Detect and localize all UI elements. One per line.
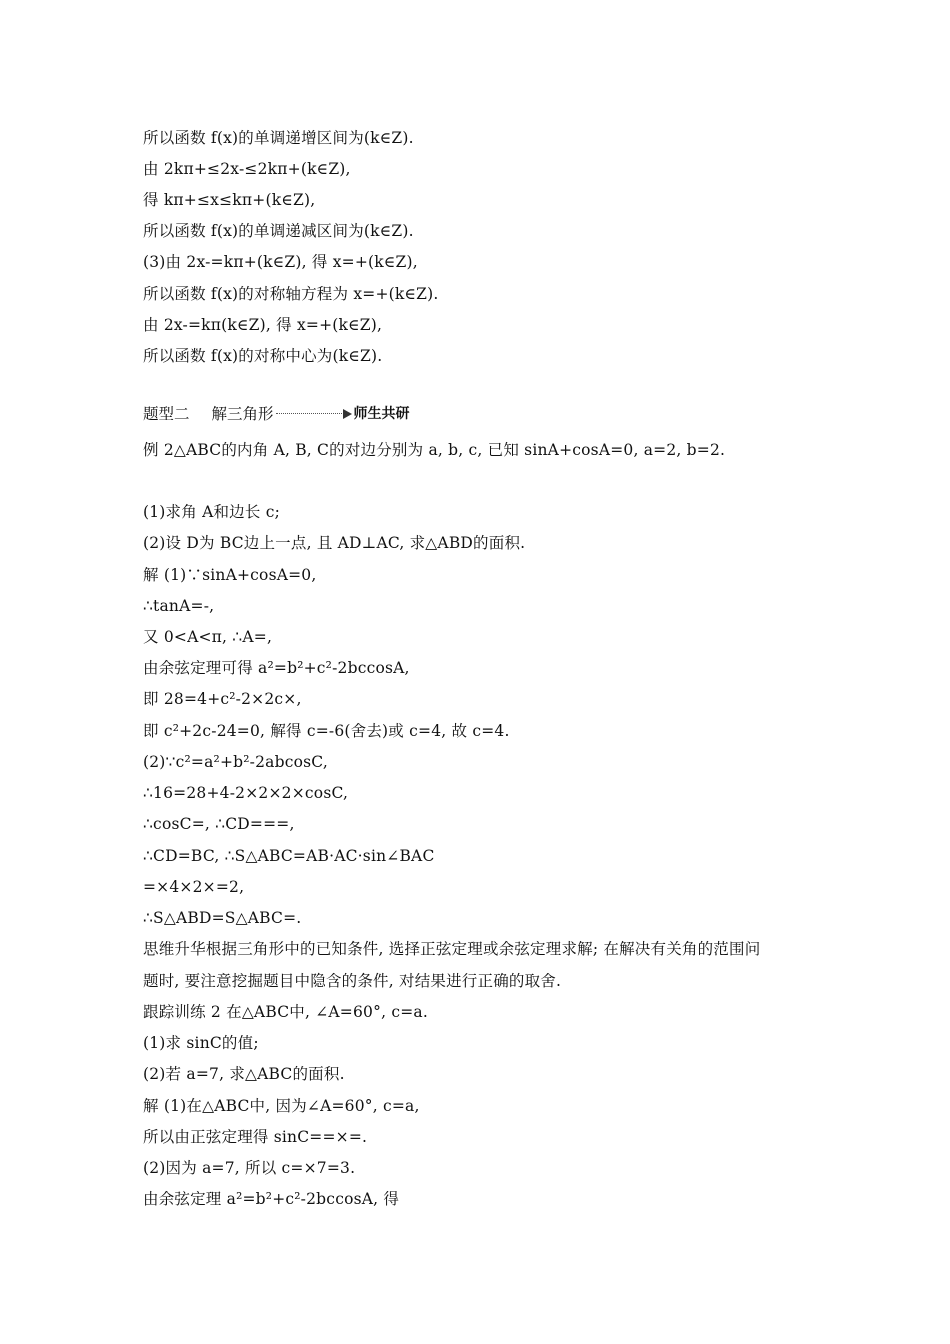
text-line: (2)因为 a=7, 所以 c=×7=3. — [143, 1159, 356, 1177]
text-line: 由余弦定理可得 a²=b²+c²-2bccosA, — [143, 659, 410, 677]
text-line: 所以函数 f(x)的对称轴方程为 x=+(k∈Z). — [143, 285, 439, 303]
section-tag: 师生共研 — [353, 406, 410, 422]
text-line: 所以由正弦定理得 sinC==×=. — [143, 1128, 368, 1146]
text-line: ∴CD=BC, ∴S△ABC=AB·AC·sin∠BAC — [143, 847, 435, 865]
text-line: (2)若 a=7, 求△ABC的面积. — [143, 1065, 345, 1083]
example-title: 例 2△ABC的内角 A, B, C的对边分别为 a, b, c, 已知 sinA+cosA=0, a=2, b=2. — [143, 441, 726, 459]
text-line: ∴tanA=-, — [143, 597, 215, 615]
section-title: 题型二 — [143, 405, 190, 423]
text-line: 即 28=4+c²-2×2c×, — [143, 690, 302, 708]
text-line: 由 2x-=kπ(k∈Z), 得 x=+(k∈Z), — [143, 316, 383, 334]
text-line: ∴S△ABD=S△ABC=. — [143, 909, 302, 927]
section-heading — [143, 404, 410, 424]
text-line: ∴16=28+4-2×2×2×cosC, — [143, 784, 349, 802]
text-line: (2)∵c²=a²+b²-2abcosC, — [143, 753, 328, 771]
text-line: 由 2kπ+≤2x-≤2kπ+(k∈Z), — [143, 160, 351, 178]
text-line: 又 0<A<π, ∴A=, — [143, 628, 273, 646]
arrow-icon — [276, 409, 352, 419]
text-line: 所以函数 f(x)的单调递增区间为(k∈Z). — [143, 129, 414, 147]
text-line: 得 kπ+≤x≤kπ+(k∈Z), — [143, 191, 316, 209]
text-line: (1)求角 A和边长 c; — [143, 503, 281, 521]
text-line: 解 (1)∵sinA+cosA=0, — [143, 566, 317, 584]
text-line: (3)由 2x-=kπ+(k∈Z), 得 x=+(k∈Z), — [143, 253, 418, 271]
text-line: 所以函数 f(x)的对称中心为(k∈Z). — [143, 347, 383, 365]
text-line: (2)设 D为 BC边上一点, 且 AD⊥AC, 求△ABD的面积. — [143, 534, 526, 552]
section-subtitle: 解三角形 — [211, 405, 274, 423]
text-line: 跟踪训练 2 在△ABC中, ∠A=60°, c=a. — [143, 1003, 428, 1021]
text-line: 题时, 要注意挖掘题目中隐含的条件, 对结果进行正确的取舍. — [143, 972, 562, 990]
text-line: 思维升华根据三角形中的已知条件, 选择正弦定理或余弦定理求解; 在解决有关角的范围问 — [143, 940, 761, 958]
text-line: (1)求 sinC的值; — [143, 1034, 259, 1052]
text-line: ∴cosC=, ∴CD===, — [143, 815, 295, 833]
text-line: 由余弦定理 a²=b²+c²-2bccosA, 得 — [143, 1190, 400, 1208]
text-line: 即 c²+2c-24=0, 解得 c=-6(舍去)或 c=4, 故 c=4. — [143, 722, 510, 740]
text-line: =×4×2×=2, — [143, 878, 245, 896]
text-line: 所以函数 f(x)的单调递减区间为(k∈Z). — [143, 222, 414, 240]
text-line: 解 (1)在△ABC中, 因为∠A=60°, c=a, — [143, 1097, 420, 1115]
